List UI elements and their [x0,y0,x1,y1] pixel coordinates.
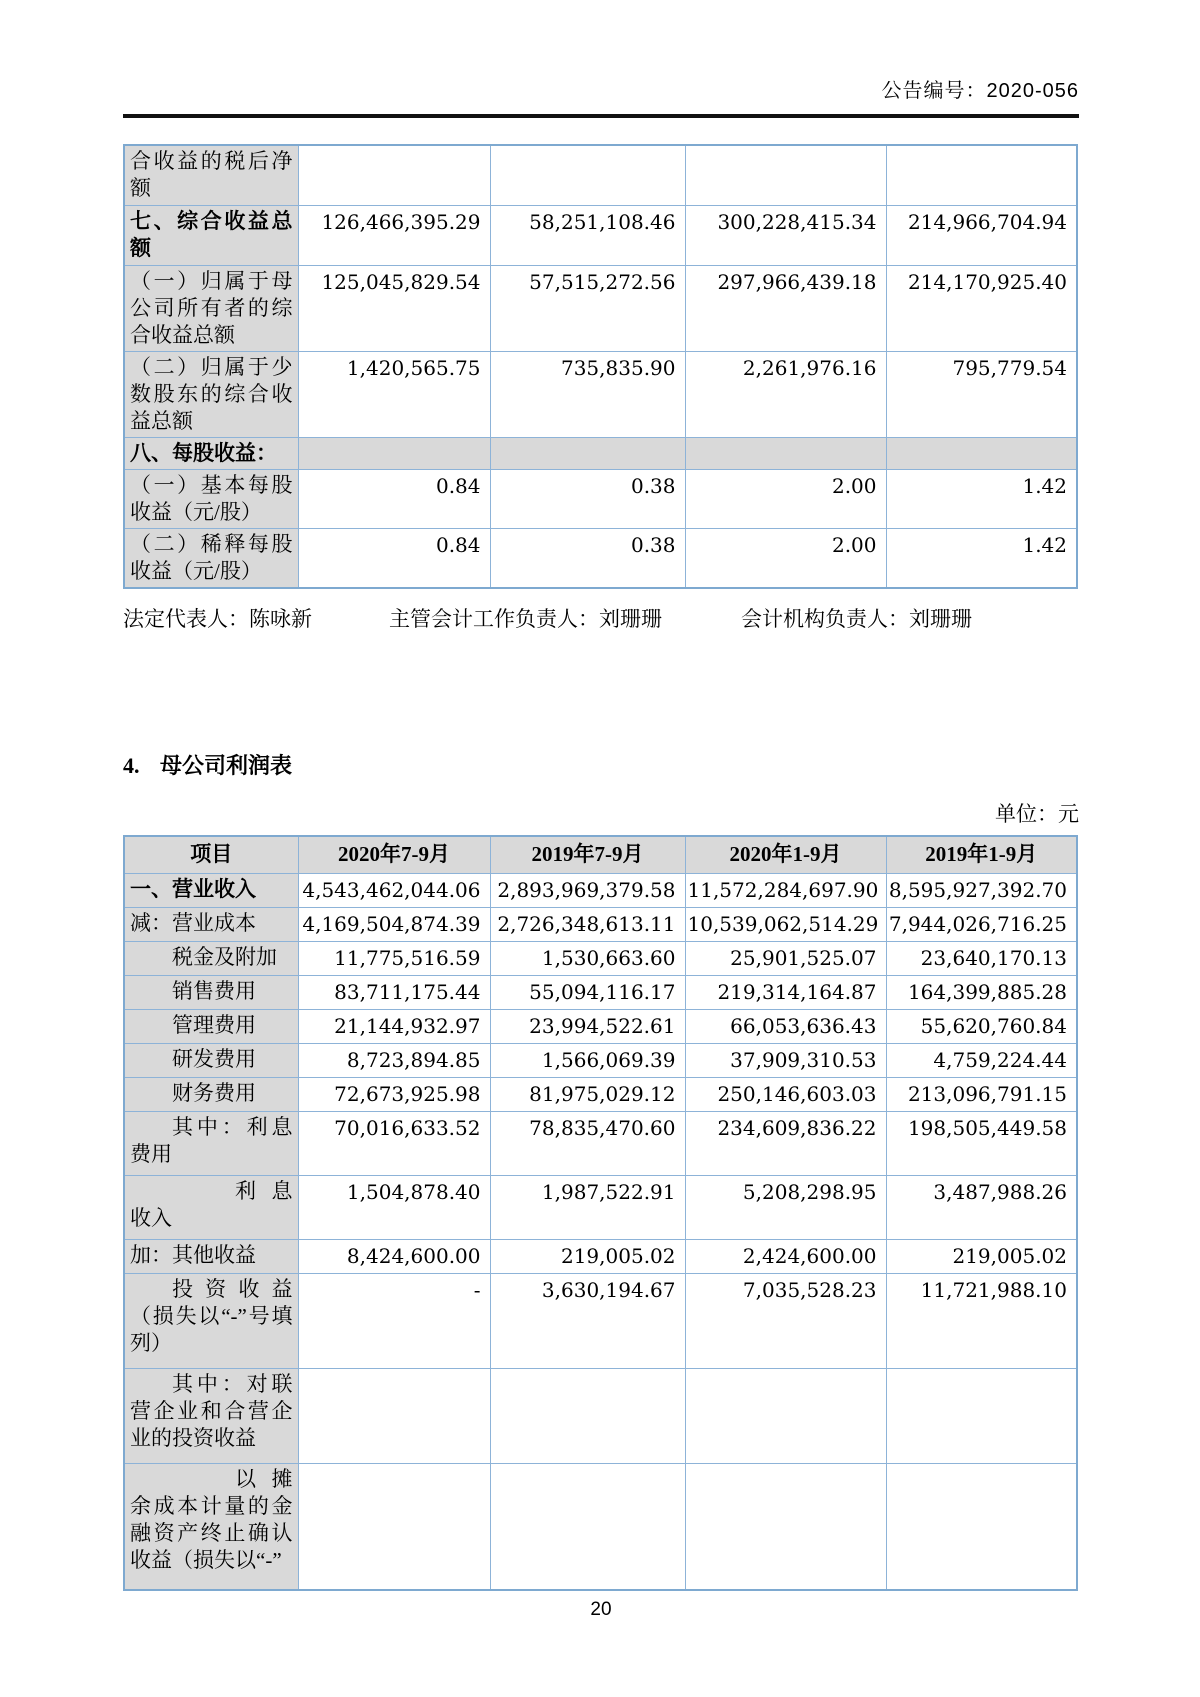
value-cell: 1.42 [886,528,1077,588]
value-cell: 214,170,925.40 [886,265,1077,351]
header-rule [123,114,1079,118]
row-label-cell: （二）归属于少数股东的综合收益总额 [124,351,298,437]
value-cell: 3,487,988.26 [886,1176,1077,1240]
column-header: 2019年1-9月 [886,836,1077,874]
value-cell: 3,630,194.67 [490,1274,685,1369]
table-row [124,1010,1077,1044]
row-label-cell: 管理费用 [124,1010,298,1044]
value-cell: 8,595,927,392.70 [886,874,1077,908]
page-number: 20 [590,1598,612,1620]
value-cell: 213,096,791.15 [886,1078,1077,1112]
row-label-cell: 加：其他收益 [124,1240,298,1274]
row-label-cell: 研发费用 [124,1044,298,1078]
value-cell: 0.84 [298,469,490,528]
value-cell: 1,530,663.60 [490,942,685,976]
value-cell: 11,572,284,697.90 [685,874,886,908]
row-label-cell: 利息收入 [124,1176,298,1240]
value-cell: 55,620,760.84 [886,1010,1077,1044]
notice-number: 公告编号：2020-056 [881,80,1079,102]
value-cell: 70,016,633.52 [298,1112,490,1176]
value-cell: 0.38 [490,528,685,588]
value-cell: 1,420,565.75 [298,351,490,437]
row-label-cell: 其中：利息费用 [124,1112,298,1176]
row-label-cell: 其中：对联营企业和合营企业的投资收益 [124,1369,298,1464]
value-cell: 4,759,224.44 [886,1044,1077,1078]
row-label-cell: 投资收益（损失以“-”号填列） [124,1274,298,1369]
value-cell: 21,144,932.97 [298,1010,490,1044]
table-row [124,205,1077,265]
value-cell: 72,673,925.98 [298,1078,490,1112]
value-cell [685,437,886,469]
value-cell: 5,208,298.95 [685,1176,886,1240]
value-cell: - [298,1274,490,1369]
table-row [124,351,1077,437]
value-cell: 8,723,894.85 [298,1044,490,1078]
value-cell [685,1369,886,1464]
section-title: 母公司利润表 [160,752,293,778]
value-cell: 2,726,348,613.11 [490,908,685,942]
value-cell: 0.84 [298,528,490,588]
chief-accounting-officer: 主管会计工作负责人：刘珊珊 [389,606,662,631]
signatories [123,603,1079,633]
value-cell [685,1464,886,1590]
value-cell: 219,314,164.87 [685,976,886,1010]
value-cell [886,437,1077,469]
table-row [124,1044,1077,1078]
row-label-cell: （一）基本每股收益（元/股） [124,469,298,528]
row-label-cell: 八、每股收益： [124,437,298,469]
table-row [124,1176,1077,1240]
value-cell [490,437,685,469]
value-cell [886,1369,1077,1464]
value-cell: 735,835.90 [490,351,685,437]
value-cell: 2,424,600.00 [685,1240,886,1274]
value-cell: 78,835,470.60 [490,1112,685,1176]
value-cell: 125,045,829.54 [298,265,490,351]
row-label-cell: 合收益的税后净额 [124,145,298,205]
value-cell [685,145,886,205]
value-cell: 0.38 [490,469,685,528]
table-row [124,1078,1077,1112]
table-row [124,145,1077,205]
value-cell: 300,228,415.34 [685,205,886,265]
table-row [124,528,1077,588]
value-cell: 297,966,439.18 [685,265,886,351]
value-cell [298,437,490,469]
value-cell: 83,711,175.44 [298,976,490,1010]
column-header: 2020年1-9月 [685,836,886,874]
table-row [124,1240,1077,1274]
value-cell: 23,640,170.13 [886,942,1077,976]
row-label-cell: 以摊余成本计量的金融资产终止确认收益（损失以“-” [124,1464,298,1590]
value-cell: 10,539,062,514.29 [685,908,886,942]
table-row [124,1369,1077,1464]
table-header-row [124,836,1077,874]
section-heading [123,749,1079,780]
table-row [124,265,1077,351]
document-header [123,0,1079,103]
value-cell: 250,146,603.03 [685,1078,886,1112]
value-cell [298,1464,490,1590]
section-number: 4. [123,752,140,778]
accounting-dept-head: 会计机构负责人：刘珊珊 [741,606,972,631]
table-row [124,976,1077,1010]
value-cell: 2,893,969,379.58 [490,874,685,908]
value-cell: 2.00 [685,469,886,528]
value-cell: 164,399,885.28 [886,976,1077,1010]
value-cell: 7,944,026,716.25 [886,908,1077,942]
value-cell: 4,543,462,044.06 [298,874,490,908]
table-row [124,1112,1077,1176]
value-cell: 7,035,528.23 [685,1274,886,1369]
table-row [124,437,1077,469]
value-cell [886,145,1077,205]
comprehensive-income-table [123,144,1078,589]
value-cell: 1,987,522.91 [490,1176,685,1240]
column-header: 项目 [124,836,298,874]
value-cell: 66,053,636.43 [685,1010,886,1044]
table-row [124,908,1077,942]
table-row [124,942,1077,976]
value-cell [298,1369,490,1464]
value-cell: 2,261,976.16 [685,351,886,437]
value-cell: 25,901,525.07 [685,942,886,976]
column-header: 2019年7-9月 [490,836,685,874]
value-cell [490,145,685,205]
value-cell: 1,504,878.40 [298,1176,490,1240]
table-row [124,874,1077,908]
row-label-cell: 财务费用 [124,1078,298,1112]
row-label-cell: （一）归属于母公司所有者的综合收益总额 [124,265,298,351]
value-cell: 795,779.54 [886,351,1077,437]
value-cell: 11,721,988.10 [886,1274,1077,1369]
legal-representative: 法定代表人：陈咏新 [123,606,312,631]
value-cell: 1,566,069.39 [490,1044,685,1078]
value-cell: 8,424,600.00 [298,1240,490,1274]
table-row [124,1464,1077,1590]
value-cell: 37,909,310.53 [685,1044,886,1078]
value-cell: 11,775,516.59 [298,942,490,976]
row-label-cell: 减：营业成本 [124,908,298,942]
value-cell: 198,505,449.58 [886,1112,1077,1176]
row-label-cell: 一、营业收入 [124,874,298,908]
table-row [124,469,1077,528]
row-label-cell: 七、综合收益总额 [124,205,298,265]
value-cell: 234,609,836.22 [685,1112,886,1176]
value-cell [490,1369,685,1464]
parent-income-table [123,835,1078,1591]
row-label-cell: （二）稀释每股收益（元/股） [124,528,298,588]
value-cell: 55,094,116.17 [490,976,685,1010]
value-cell: 81,975,029.12 [490,1078,685,1112]
unit-label: 单位：元 [995,801,1079,826]
value-cell: 57,515,272.56 [490,265,685,351]
value-cell [886,1464,1077,1590]
value-cell: 2.00 [685,528,886,588]
value-cell: 23,994,522.61 [490,1010,685,1044]
value-cell: 58,251,108.46 [490,205,685,265]
row-label-cell: 税金及附加 [124,942,298,976]
value-cell: 126,466,395.29 [298,205,490,265]
value-cell [298,145,490,205]
value-cell [490,1464,685,1590]
row-label-cell: 销售费用 [124,976,298,1010]
value-cell: 4,169,504,874.39 [298,908,490,942]
table-row [124,1274,1077,1369]
value-cell: 1.42 [886,469,1077,528]
value-cell: 219,005.02 [886,1240,1077,1274]
value-cell: 219,005.02 [490,1240,685,1274]
value-cell: 214,966,704.94 [886,205,1077,265]
column-header: 2020年7-9月 [298,836,490,874]
